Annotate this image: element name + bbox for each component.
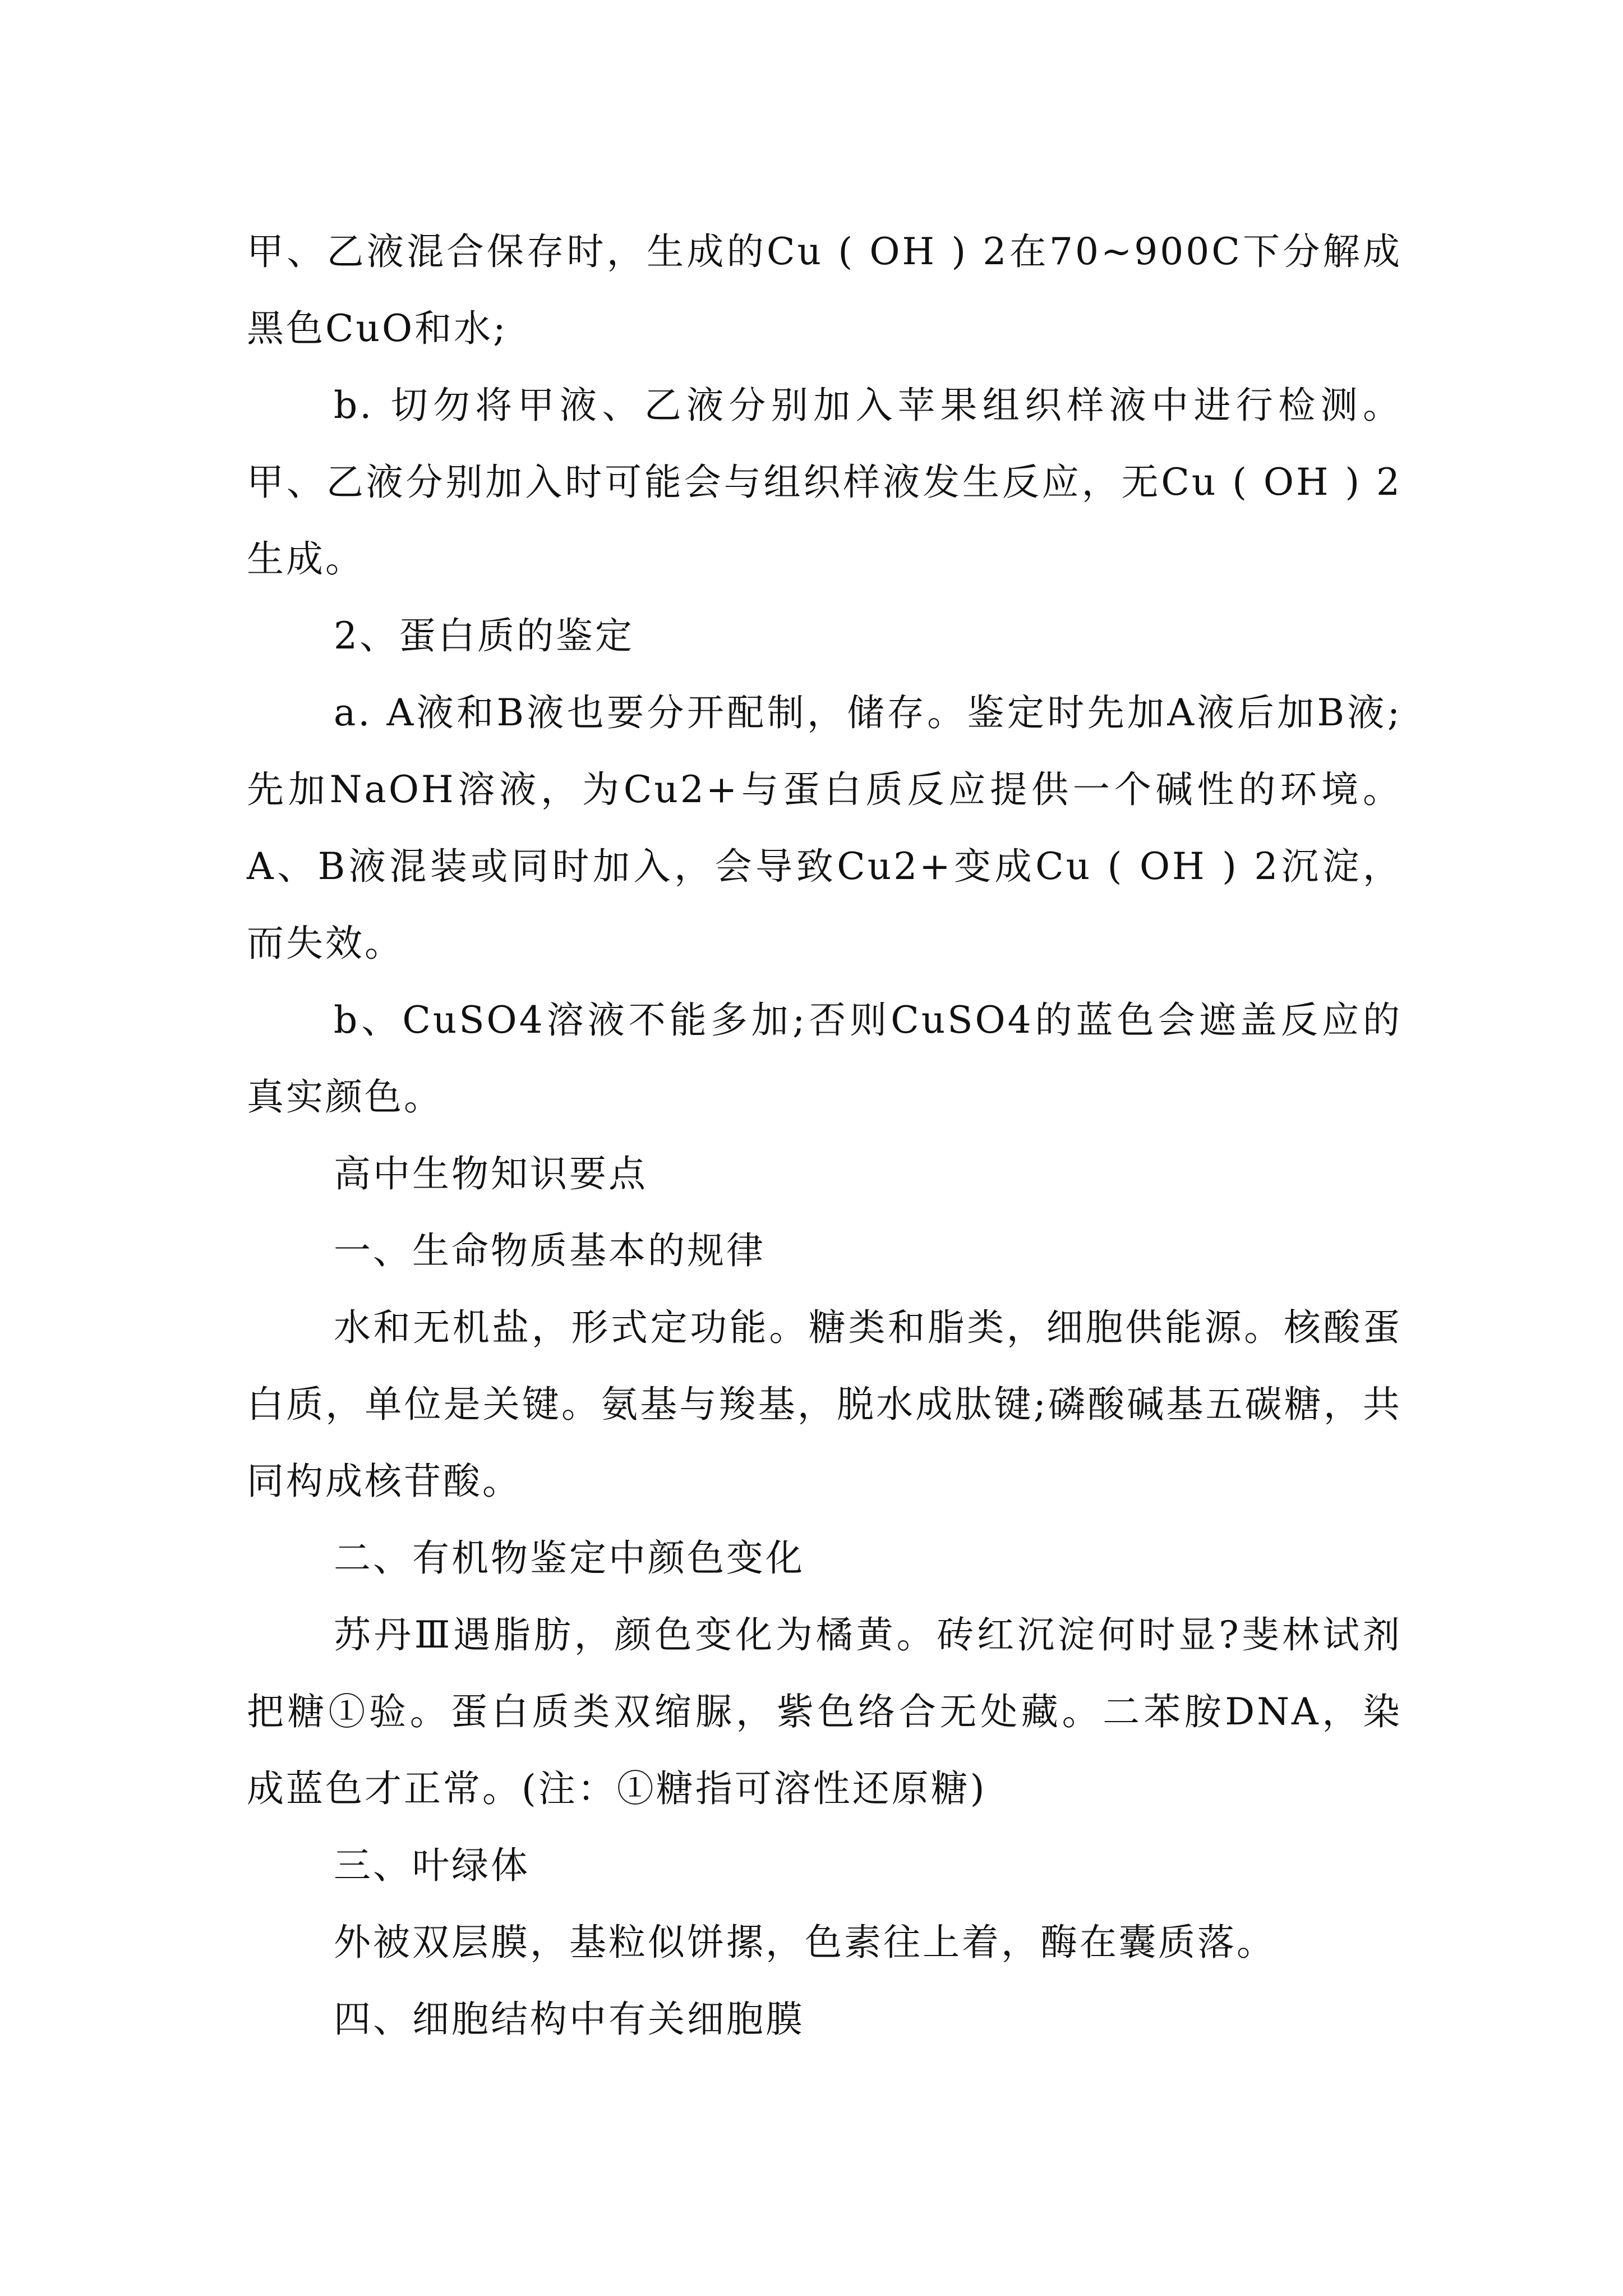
paragraph-life-substance-rules: 水和无机盐，形式定功能。糖类和脂类，细胞供能源。核酸蛋白质，单位是关键。氨基与羧基，脱水成肽键;磷酸碱基五碳糖，共同构成核苷酸。 <box>247 1306 1402 1503</box>
paragraph-cu-oh-decomposition: 甲、乙液混合保存时，生成的Cu ( OH ) 2在70~900C下分解成黑色CuO和水; <box>247 230 1402 350</box>
paragraph-note-b-separate-addition: b. 切勿将甲液、乙液分别加入苹果组织样液中进行检测。甲、乙液分别加入时可能会与组织样液发生反应，无Cu ( OH ) 2生成。 <box>247 384 1402 581</box>
heading-protein-identification: 2、蛋白质的鉴定 <box>334 614 634 657</box>
paragraph-note-b-cuso4: b、CuSO4溶液不能多加;否则CuSO4的蓝色会遮盖反应的真实颜色。 <box>247 999 1402 1119</box>
paragraph-note-a-ab-solutions: a. A液和B液也要分开配制，储存。鉴定时先加A液后加B液;先加NaOH溶液，为Cu2+与蛋白质反应提供一个碱性的环境。A、B液混装或同时加入，会导致Cu2+变成Cu ( OH ) 2沉淀，而失效。 <box>247 691 1402 965</box>
paragraph-color-changes: 苏丹Ⅲ遇脂肪，颜色变化为橘黄。砖红沉淀何时显?斐林试剂把糖①验。蛋白质类双缩脲，紫色络合无处藏。二苯胺DNA，染成蓝色才正常。(注：①糖指可溶性还原糖) <box>247 1613 1402 1810</box>
heading-section-four: 四、细胞结构中有关细胞膜 <box>334 1998 805 2041</box>
heading-section-one: 一、生命物质基本的规律 <box>334 1229 766 1272</box>
heading-knowledge-points: 高中生物知识要点 <box>334 1152 648 1195</box>
document-body <box>247 213 1402 2058</box>
heading-section-three: 三、叶绿体 <box>334 1844 530 1887</box>
paragraph-chloroplast: 外被双层膜，基粒似饼摞，色素往上着，酶在囊质落。 <box>334 1921 1276 1964</box>
heading-section-two: 二、有机物鉴定中颜色变化 <box>334 1536 805 1580</box>
